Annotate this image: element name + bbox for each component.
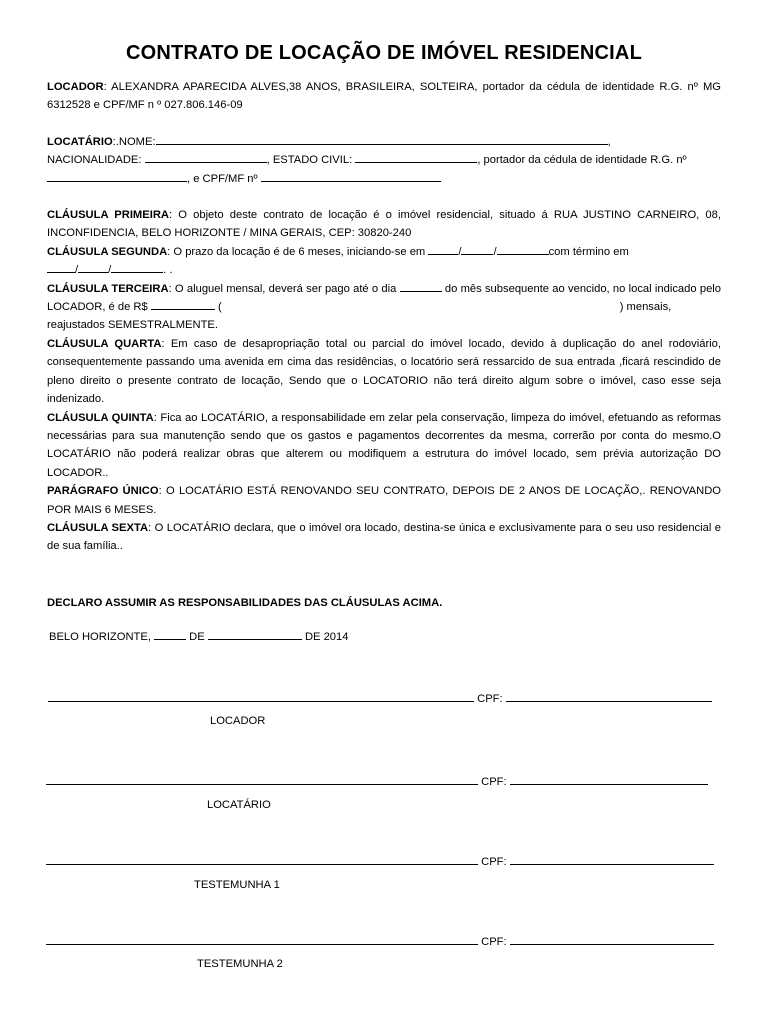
locatario-label: LOCATÁRIO	[47, 135, 113, 148]
clausula-quarta-text: : Em caso de desapropriação total ou parcial do imóvel locado, devido à duplicação do anel rodoviário, consequentemente passando uma avenida em cima das residências, o locatório será ressarcido de sua entrada ,ficará rescindido de pleno direito o presente contrato de locação, Sendo que o LOCATORIO não terá direito algum sobre o imóvel, caso esse seja indenizado.	[47, 337, 721, 406]
day-blank	[154, 629, 186, 640]
signature-label-testemunha2: TESTEMUNHA 2	[197, 958, 283, 970]
clausula-segunda-text-b: com término em	[548, 245, 629, 258]
clausula-sexta-label: CLÁUSULA SEXTA	[47, 521, 149, 534]
nacionalidade-blank	[145, 152, 267, 163]
paragrafo-unico	[47, 482, 721, 519]
clausula-sexta	[47, 519, 721, 556]
clausula-primeira-text: : O objeto deste contrato de locação é o imóvel residencial, situado á RUA JUSTINO CARNEIRO, 08, INCONFIDENCIA, BELO HORIZONTE / MINA GERAIS, CEP: 30820-240	[47, 209, 721, 240]
cpf-blank	[261, 171, 441, 182]
cpf-blank	[510, 852, 714, 865]
nacionalidade-label: NACIONALIDADE:	[47, 154, 142, 167]
clausula-quarta-label: CLÁUSULA QUARTA	[47, 337, 162, 350]
day-blank	[400, 281, 442, 292]
clausula-sexta-text: : O LOCATÁRIO declara, que o imóvel ora locado, destina-se única e exclusivamente para o seu uso residencial e de sua família..	[47, 521, 722, 553]
clausula-terceira-text: : O aluguel mensal, deverá ser pago até o dia	[168, 282, 397, 295]
signature-blank	[46, 932, 478, 945]
clausula-terceira-text-c: (	[217, 301, 222, 314]
clausula-quinta	[47, 409, 721, 483]
cpf-blank	[510, 932, 714, 945]
contract-body	[47, 78, 721, 556]
clausula-segunda-text: : O prazo da locação é de 6 meses, iniciando-se em	[167, 245, 426, 258]
declaration: DECLARO ASSUMIR AS RESPONSABILIDADES DAS CLÁUSULAS ACIMA.	[47, 597, 443, 609]
date-city: BELO HORIZONTE,	[49, 631, 151, 643]
cpf-label: , e CPF/MF nº	[187, 172, 258, 185]
date-blank	[428, 244, 458, 255]
signature-line-testemunha2	[46, 932, 714, 948]
clausula-quinta-label: CLÁUSULA QUINTA	[47, 411, 154, 424]
value-blank	[151, 299, 215, 310]
date-year: DE 2014	[304, 631, 349, 643]
locador-label: LOCADOR	[47, 81, 104, 93]
date-blank	[111, 262, 163, 273]
estado-civil-label: , ESTADO CIVIL:	[266, 154, 353, 167]
paragrafo-unico-text: : O LOCATÁRIO ESTÁ RENOVANDO SEU CONTRATO, DEPOIS DE 2 ANOS DE LOCAÇÃO,. RENOVANDO POR MAIS 6 MESES.	[47, 485, 722, 516]
signature-label-locatario: LOCATÁRIO	[207, 799, 271, 811]
clausula-terceira	[47, 280, 721, 335]
nome-blank	[156, 134, 608, 145]
signature-blank	[46, 772, 478, 785]
date-blank	[461, 244, 493, 255]
page-title: CONTRATO DE LOCAÇÃO DE IMÓVEL RESIDENCIAL	[125, 42, 642, 64]
clausula-segunda-label: CLÁUSULA SEGUNDA	[47, 245, 168, 258]
clausula-quinta-text: : Fica ao LOCATÁRIO, a responsabilidade em zelar pela conservação, limpeza do imóvel, efetuando as reformas necessárias para sua manutenção sendo que os gastos e pagamentos decorrentes da mesma, correrão por conta do mesmo.O LOCATÁRIO não poderá realizar obras que alterem ou modifiquem a estrutura do imóvel locado, sem prévia autorização DO LOCADOR..	[47, 411, 721, 479]
locador-text: : ALEXANDRA APARECIDA ALVES,38 ANOS, BRASILEIRA, SOLTEIRA, portador da cédula de identidade R.G. nº MG 6312528 e CPF/MF n º 027.806.146-09	[47, 81, 721, 112]
cpf-label: CPF:	[481, 776, 507, 788]
signature-line-locador	[48, 689, 712, 705]
date-blank	[78, 262, 108, 273]
date-line	[49, 629, 348, 643]
paragrafo-unico-label: PARÁGRAFO ÚNICO	[47, 485, 159, 498]
locador-paragraph	[47, 78, 721, 115]
date-blank	[497, 244, 549, 255]
rg-blank	[47, 171, 187, 182]
locatario-paragraph: LOCATÁRIO:.NOME: , NACIONALIDADE: , ESTADO CIVIL: , portador da cédula de identidade R.G. nº , e CPF/MF nº	[47, 135, 687, 185]
signature-line-locatario	[46, 772, 708, 788]
clausula-segunda: CLÁUSULA SEGUNDA: O prazo da locação é de 6 meses, iniciando-se em / / com término em / / . .	[47, 245, 629, 277]
signature-line-testemunha1	[46, 852, 714, 868]
clausula-primeira-label: CLÁUSULA PRIMEIRA	[47, 209, 169, 222]
cpf-label: CPF:	[477, 693, 503, 705]
signature-blank	[48, 689, 474, 702]
clausula-quarta	[47, 335, 721, 409]
date-de: DE	[189, 631, 205, 643]
cpf-blank	[510, 772, 708, 785]
estado-civil-blank	[355, 152, 477, 163]
clausula-terceira-text-e: reajustados SEMESTRALMENTE.	[47, 319, 218, 332]
locatario-nome-label: :.NOME:	[112, 135, 156, 148]
clausula-terceira-label: CLÁUSULA TERCEIRA	[47, 282, 169, 295]
cpf-label: CPF:	[481, 936, 507, 948]
clausula-terceira-text-d: ) mensais,	[619, 301, 672, 314]
date-blank	[47, 262, 75, 273]
cpf-blank	[506, 689, 712, 702]
signature-label-locador: LOCADOR	[210, 715, 266, 727]
signature-blank	[46, 852, 478, 865]
clausula-primeira	[47, 206, 721, 243]
clausula-segunda-text-c: . .	[163, 264, 173, 277]
clausula-terceira-text-b: do mês subsequente ao vencido, no local indicado pelo LOCADOR, é de R$	[47, 282, 721, 314]
rg-label: , portador da cédula de identidade R.G. nº	[477, 154, 687, 167]
month-blank	[208, 629, 302, 640]
cpf-label: CPF:	[481, 856, 507, 868]
signature-label-testemunha1: TESTEMUNHA 1	[194, 879, 280, 891]
